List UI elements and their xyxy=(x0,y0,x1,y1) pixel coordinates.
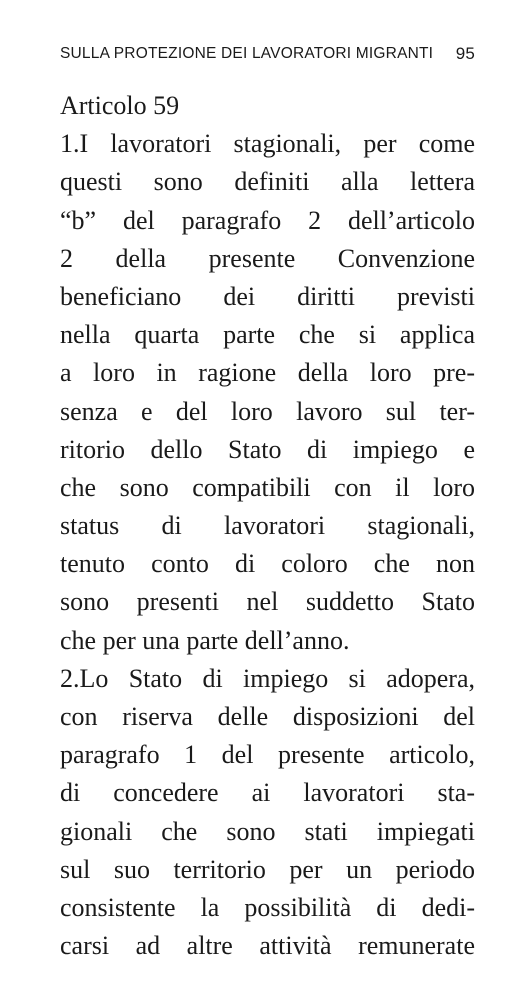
body-line: 2 della presente Convenzione xyxy=(60,243,475,273)
article-body xyxy=(60,87,475,965)
body-line: sono presenti nel suddetto Stato xyxy=(60,587,475,617)
body-line: senza e del loro lavoro sul ter- xyxy=(60,396,475,426)
body-line: questi sono definiti alla lettera xyxy=(60,167,475,197)
body-line: nella quarta parte che si applica xyxy=(60,320,475,350)
body-line: con riserva delle disposizioni del xyxy=(60,702,475,731)
body-line: che sono compatibili con il loro xyxy=(60,472,475,502)
body-line: 1.I lavoratori stagionali, per come xyxy=(60,129,475,159)
body-line: status di lavoratori stagionali, xyxy=(60,511,475,541)
body-line: a loro in ragione della loro pre- xyxy=(60,358,475,388)
body-line: di concedere ai lavoratori sta- xyxy=(60,778,475,808)
running-header xyxy=(60,40,475,68)
page-number: 95 xyxy=(455,44,475,63)
article-heading: Articolo 59 xyxy=(60,91,180,120)
body-line: carsi ad altre attività remunerate xyxy=(60,931,475,961)
body-line: consistente la possibilità di dedi- xyxy=(60,892,475,922)
body-line: tenuto conto di coloro che non xyxy=(60,549,475,579)
body-line: gionali che sono stati impiegati xyxy=(60,816,475,846)
body-line: “b” del paragrafo 2 dell’articolo xyxy=(60,205,475,235)
body-line: 2.Lo Stato di impiego si adopera, xyxy=(60,663,475,693)
body-line: paragrafo 1 del presente articolo, xyxy=(60,740,475,770)
body-line: che per una parte dell’anno. xyxy=(60,625,350,655)
body-line: ritorio dello Stato di impiego e xyxy=(60,434,475,464)
body-line: sul suo territorio per un periodo xyxy=(60,854,475,884)
body-line: beneficiano dei diritti previsti xyxy=(60,281,475,311)
running-title: SULLA PROTEZIONE DEI LAVORATORI MIGRANTI xyxy=(60,45,434,62)
